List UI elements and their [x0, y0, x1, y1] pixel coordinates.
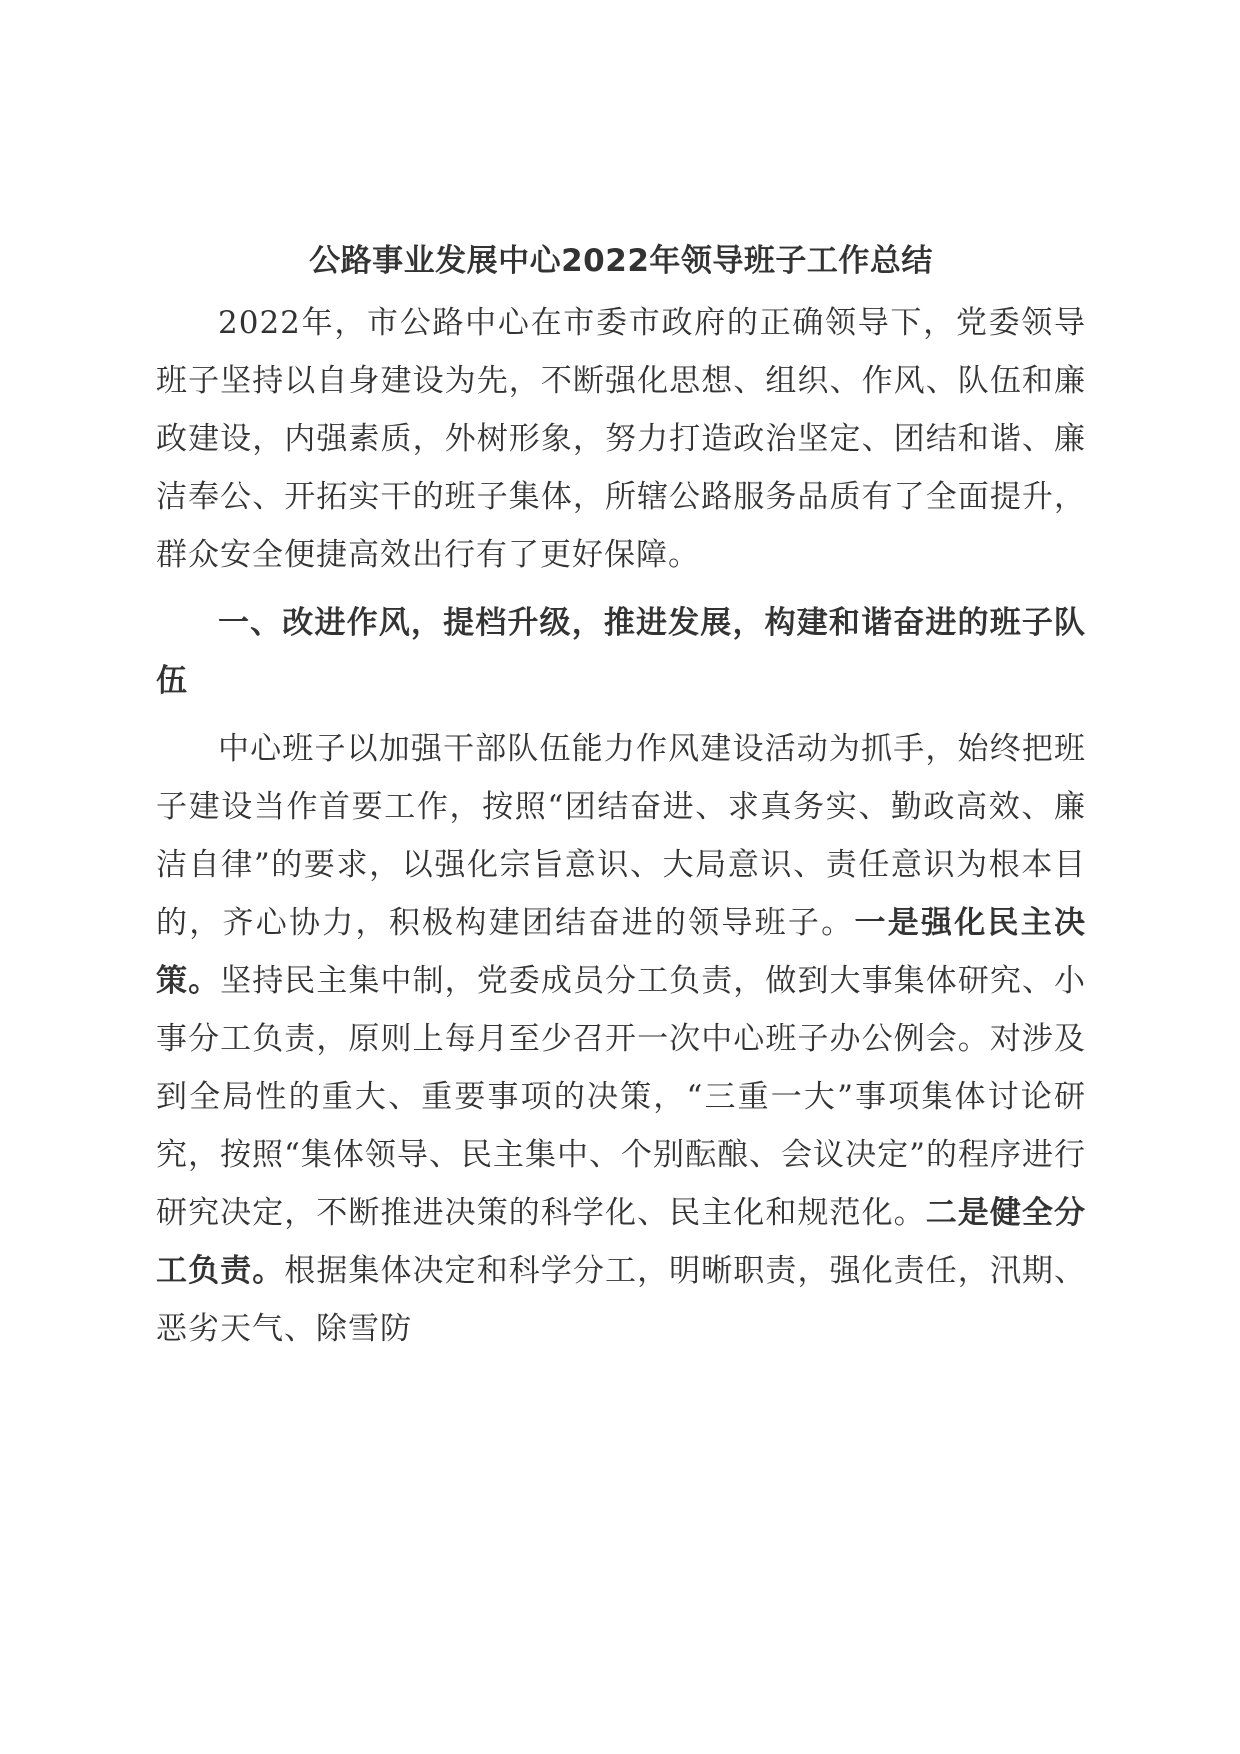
- section-paragraph: [156, 720, 1086, 1358]
- document-title: 公路事业发展中心2022年领导班子工作总结: [309, 243, 933, 279]
- section-heading: 一、改进作风，提档升级，推进发展，构建和谐奋进的班子队伍: [156, 605, 1086, 699]
- point-two-text: 根据集体决定和科学分工，明晰职责，强化责任，汛期、恶劣天气、除雪防: [156, 1253, 1087, 1347]
- point-one-text: 坚持民主集中制，党委成员分工负责，做到大事集体研究、小事分工负责，原则上每月至少召开一次中心班子办公例会。对涉及到全局性的重大、重要事项的决策，“三重一大”事项集体讨论研究，按照“集体领导、民主集中、个别酝酿、会议决定”的程序进行研究决定，不断推进决策的科学化、民主化和规范化。: [156, 963, 1087, 1231]
- intro-paragraph: 2022年，市公路中心在市委市政府的正确领导下，党委领导班子坚持以自身建设为先，不断强化思想、组织、作风、队伍和廉政建设，内强素质，外树形象，努力打造政治坚定、团结和谐、廉洁奉公、开拓实干的班子集体，所辖公路服务品质有了全面提升，群众安全便捷高效出行有了更好保障。: [156, 305, 1086, 573]
- section-intro-text: 中心班子以加强干部队伍能力作风建设活动为抓手，始终把班子建设当作首要工作，按照“团结奋进、求真务实、勤政高效、廉洁自律”的要求，以强化宗旨意识、大局意识、责任意识为根本目的，齐心协力，积极构建团结奋进的领导班子。: [156, 731, 1086, 941]
- point-two-heading: 二是健全分工负责。: [156, 1195, 1087, 1289]
- point-one-heading: 一是强化民主决策。: [156, 905, 1087, 999]
- document-body: [156, 238, 1086, 1358]
